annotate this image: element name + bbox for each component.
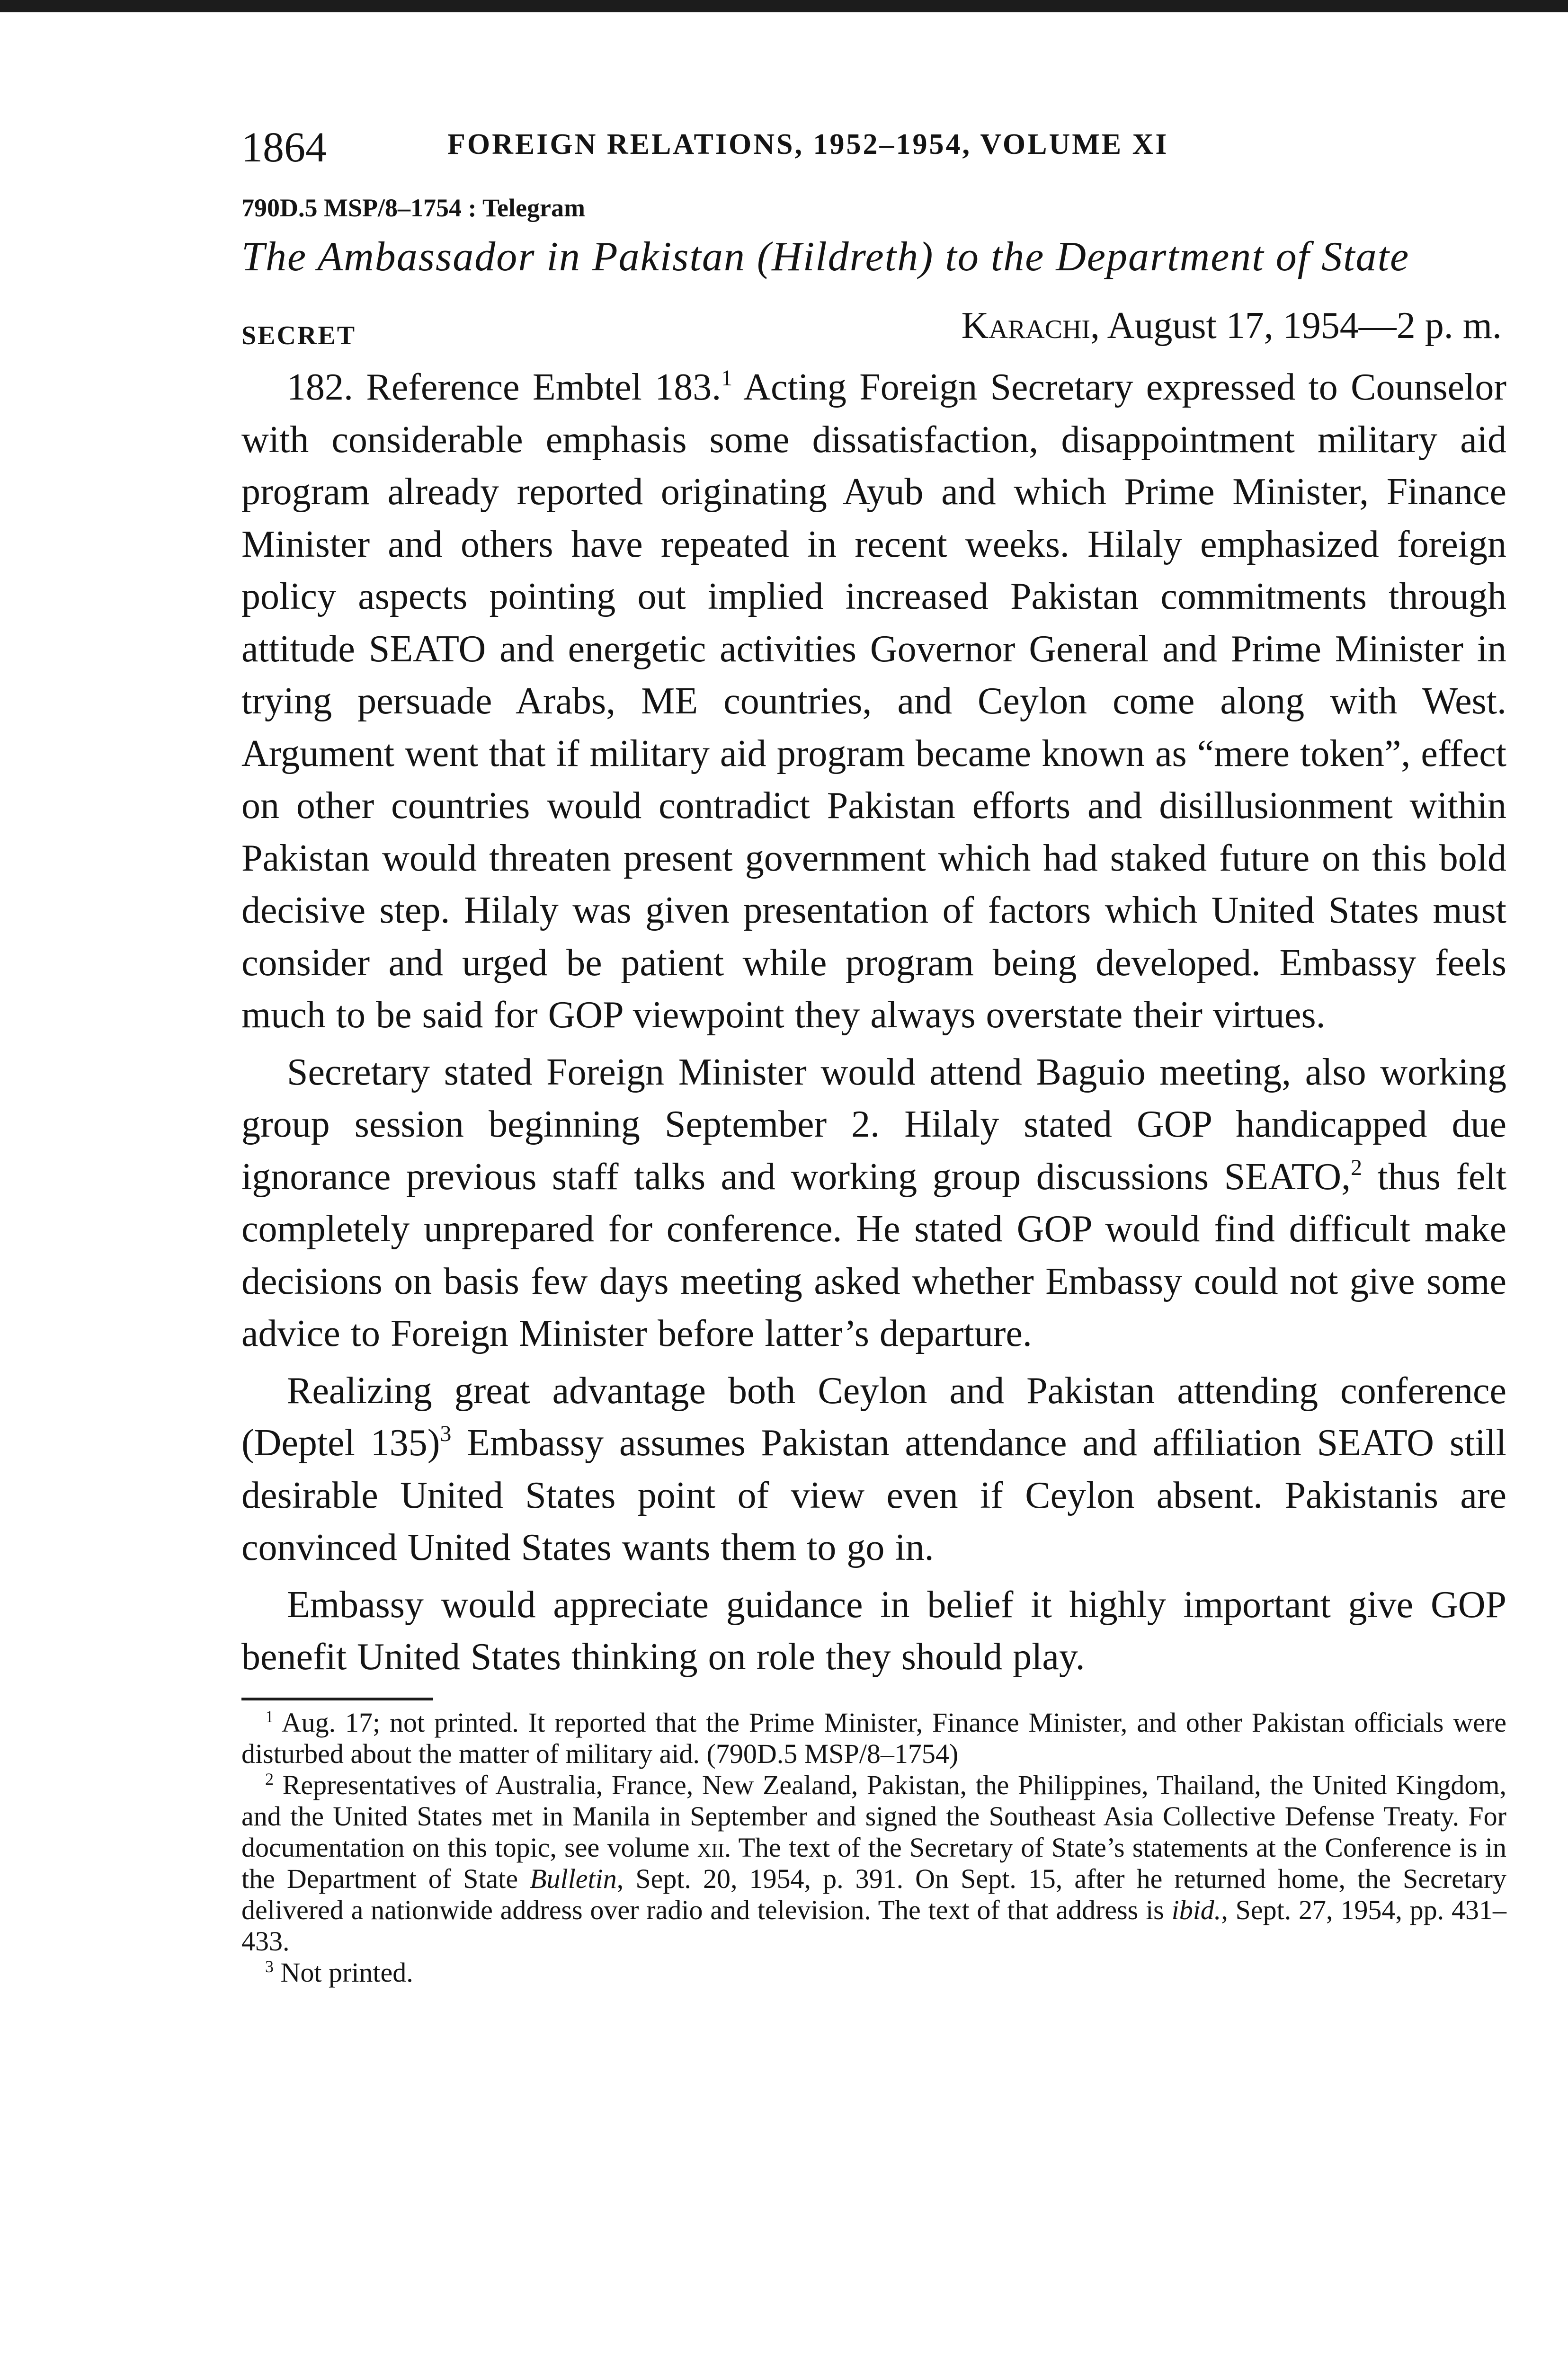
place-and-date: [962, 304, 1502, 347]
footnote-text: Not printed.: [280, 1957, 413, 1988]
footnote-text: , Sept. 27, 1954, pp. 431–433.: [241, 1894, 1506, 1957]
document-title: The Ambassador in Pakistan (Hildreth) to the Department of State: [241, 234, 1410, 280]
document-page: [241, 114, 1506, 1988]
volume-number: xii: [697, 1832, 724, 1863]
footnotes: [241, 1707, 1506, 1988]
footnote-mark: 2: [265, 1769, 274, 1789]
footnote-ref-2: 2: [1351, 1155, 1363, 1180]
paragraph-text: Embassy assumes Pakistan attendance and affiliation SEATO still desirable United States point of view even if Ceylon absent. Pakistanis are convinced United States wants them to go in.: [241, 1422, 1506, 1568]
footnote-3: [241, 1957, 1506, 1988]
paragraph-text: 182. Reference Embtel 183.: [287, 366, 722, 408]
scan-top-edge: [0, 0, 1568, 12]
paragraph-text: Secretary stated Foreign Minister would attend Baguio meeting, also working group session beginning September 2. Hilaly stated GOP handicapped due ignorance previous staff talks and working group discussions SEATO,: [241, 1051, 1506, 1198]
place: Karachi: [961, 305, 1091, 347]
footnote-text: Aug. 17; not printed. It reported that the Prime Minister, Finance Minister, and other Pakistan officials were disturbed about the matter of military aid. (790D.5 MSP/8–1754): [241, 1707, 1506, 1769]
footnote-mark: 3: [265, 1957, 274, 1976]
footnote-ref-1: 1: [721, 365, 733, 391]
date: , August 17, 1954—2 p. m.: [1090, 305, 1502, 347]
footnote-ref-3: 3: [440, 1421, 452, 1446]
paragraph-text: Acting Foreign Secretary expressed to Counselor with considerable emphasis some dissatisfaction, disappointment military aid program already reported originating Ayub and which Prime Minister, Finance Minister and others have repeated in recent weeks. Hilaly emphasized foreign policy aspects pointing out implied increased Pakistan commitments through attitude SEATO and energetic activities Governor General and Prime Minister in trying persuade Arabs, ME countries, and Ceylon come along with West. Argument went that if military aid program became known as “mere token”, effect on other countries would contradict Pakistan efforts and disillusionment within Pakistan would threaten present government which had staked future on this bold decisive step. Hilaly was given presentation of factors which United States must consider and urged be patient while program being developed. Embassy feels much to be said for GOP viewpoint they always overstate their virtues.: [241, 366, 1507, 1036]
footnote-divider: [241, 1698, 433, 1700]
paragraph-1: [241, 361, 1506, 1041]
footnote-mark: 1: [265, 1707, 274, 1726]
paragraph-3: [241, 1365, 1506, 1574]
footnote-text: . The text of the Secretary of State’s statements at the Conference is in the Department of State: [241, 1832, 1507, 1894]
running-head: [241, 114, 1506, 180]
page-number: 1864: [241, 124, 327, 171]
paragraph-2: [241, 1046, 1506, 1360]
bulletin-title: Bulletin: [530, 1863, 617, 1894]
document-id: 790D.5 MSP/8–1754 : Telegram: [241, 194, 585, 222]
telegram-body: [241, 361, 1506, 1683]
classification-label: SECRET: [241, 321, 356, 350]
paragraph-text: thus felt completely unprepared for conference. He stated GOP would find difficult make decisions on basis few days meeting asked whether Embassy could not give some advice to Foreign Minister before latter’s departure.: [241, 1156, 1507, 1354]
paragraph-text: Realizing great advantage both Ceylon and Pakistan attending conference (Deptel 135): [241, 1370, 1506, 1464]
footnote-2: [241, 1770, 1506, 1957]
running-title: FOREIGN RELATIONS, 1952–1954, VOLUME XI: [447, 128, 1169, 160]
paragraph-text: Embassy would appreciate guidance in belief it highly important give GOP benefit United States thinking on role they should play.: [241, 1584, 1506, 1678]
footnote-text: Representatives of Australia, France, New Zealand, Pakistan, the Philippines, Thailand, the United Kingdom, and the United States met in Manila in September and signed the Southeast Asia Collective Defense Treaty. For documentation on this topic, see volume: [241, 1769, 1507, 1863]
footnote-text: , Sept. 20, 1954, p. 391. On Sept. 15, after he returned home, the Secretary delivered a nationwide address over radio and television. The text of that address is: [241, 1863, 1506, 1925]
paragraph-4: [241, 1579, 1506, 1683]
footnote-1: [241, 1707, 1506, 1770]
ibid-ref: ibid.: [1171, 1894, 1221, 1925]
dateline: [241, 304, 1506, 361]
